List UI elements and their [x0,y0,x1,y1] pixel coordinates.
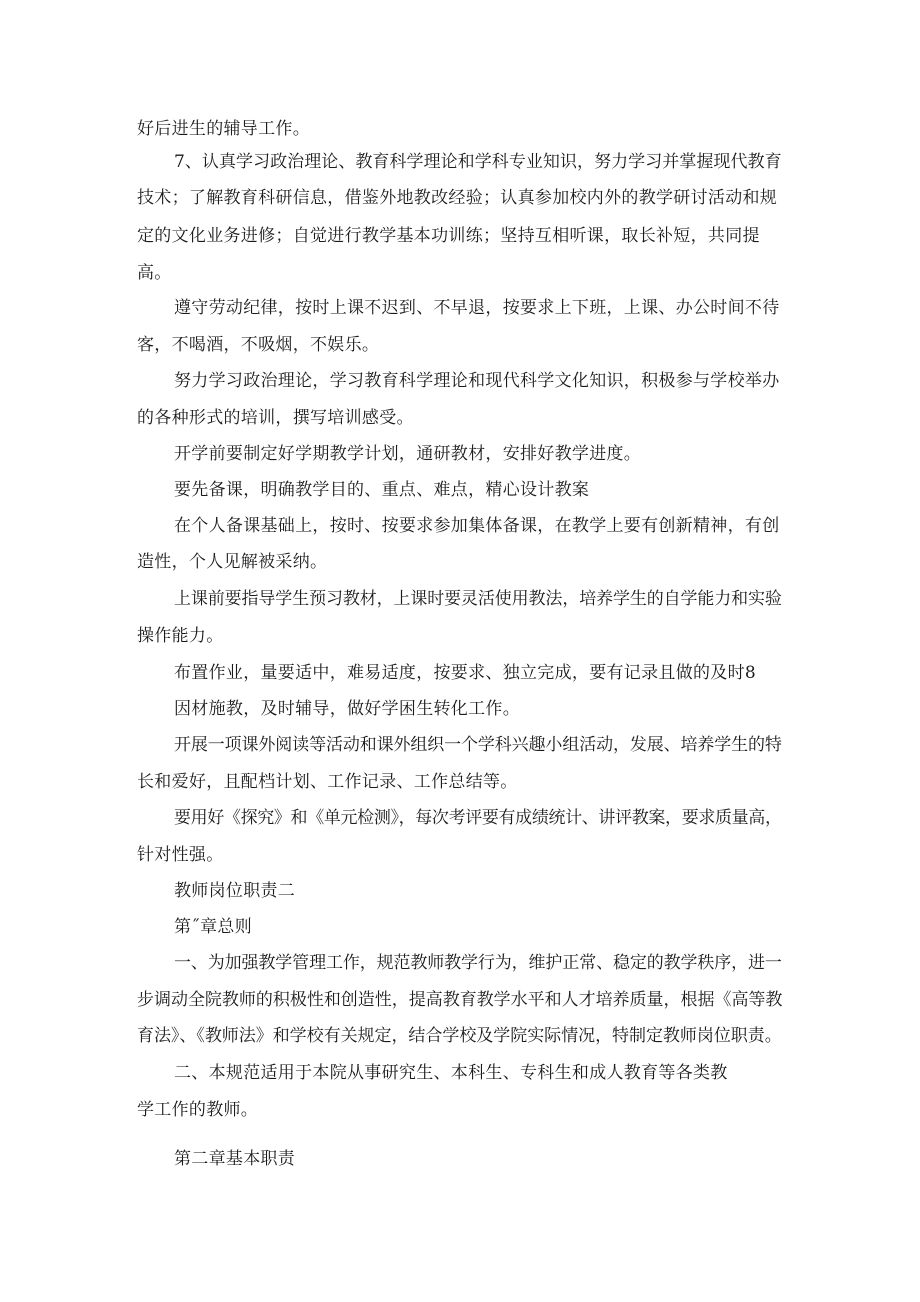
text-line: 客，不喝酒，不吸烟，不娱乐。 [137,335,380,355]
text-line: 操作能力。 [137,626,224,646]
section-heading: 教师岗位职责二 [174,881,296,901]
text-line: 努力学习政治理论，学习教育科学理论和现代科学文化知识，积极参与学校举办 [174,371,780,391]
text-line: 遵守劳动纪律，按时上课不迟到、不早退，按要求上下班，上课、办公时间不待 [174,298,780,318]
text-line: 的各种形式的培训，撰写培训感受。 [137,408,414,428]
text-line: 一、为加强教学管理工作，规范教师教学行为，维护正常、稳定的教学秩序，进一 [174,953,782,973]
text-line: 二、本规范适用于本院从事研究生、本科生、专科生和成人教育等各类教 [174,1063,728,1083]
text-line: 长和爱好，且配档计划、工作记录、工作总结等。 [137,772,518,792]
text-line: 布置作业，量要适中，难易适度，按要求、独立完成，要有记录且做的及时8 [174,663,757,683]
text-line: 技术；了解教育科研信息，借鉴外地教改经验；认真参加校内外的教学研讨活动和规 [137,188,778,208]
text-line: 育法》、《教师法》和学校有关规定，结合学校及学院实际情况，特制定教师岗位职责。 [137,1026,782,1046]
text-line: 步调动全院教师的积极性和创造性，提高教育教学水平和人才培养质量，根据《高等教 [137,990,783,1010]
chapter-heading: 第二章基本职责 [174,1149,296,1169]
text-line: 在个人备课基础上，按时、按要求参加集体备课，在教学上要有创新精神，有创 [174,516,780,536]
text-line: 上课前要指导学生预习教材，上课时要灵活使用教法，培养学生的自学能力和实验 [174,589,782,609]
text-line: 要用好《探究》和《单元检测》，每次考评要有成绩统计、讲评教案，要求质量高， [174,808,782,828]
text-line: 7、认真学习政治理论、教育科学理论和学科专业知识，努力学习并掌握现代教育 [174,152,782,172]
text-line: 好后进生的辅导工作。 [137,119,310,139]
text-line: 要先备课，明确教学目的、重点、难点，精心设计教案 [174,480,590,500]
text-line: 针对性强。 [137,845,224,865]
text-line: 学工作的教师。 [137,1100,259,1120]
text-line: 开展一项课外阅读等活动和课外组织一个学科兴趣小组活动，发展、培养学生的特 [174,735,782,755]
text-line: 因材施教，及时辅导，做好学困生转化工作。 [174,699,520,719]
text-line: 开学前要制定好学期教学计划，通研教材，安排好教学进度。 [174,444,642,464]
text-line: 定的文化业务进修；自觉进行教学基本功训练；坚持互相听课，取长补短，共同提 [137,226,760,246]
text-line: 造性，个人见解被采纳。 [137,552,328,572]
chapter-heading: 第˝章总则 [174,917,252,937]
text-line: 高。 [137,263,172,283]
